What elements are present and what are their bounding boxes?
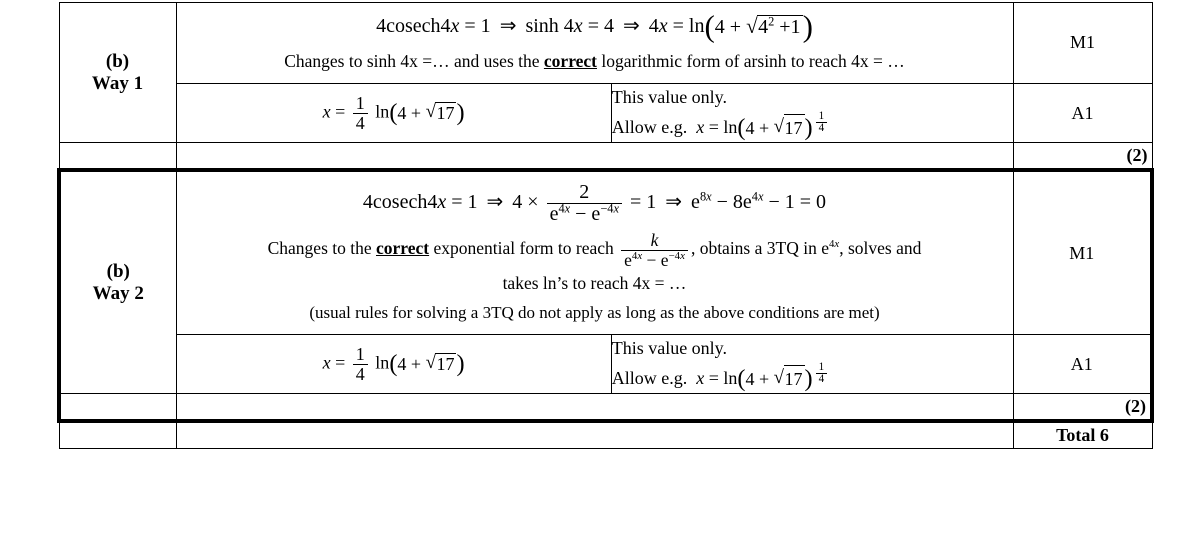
table-row-total — [59, 421, 1152, 449]
table-row — [59, 170, 1152, 334]
way1-mark-a1: A1 — [1013, 83, 1152, 143]
grand-total: Total 6 — [1013, 421, 1152, 449]
way1-desc-after: logarithmic form of arsinh to reach 4x = … — [597, 51, 905, 72]
way2-mark-m1: M1 — [1013, 170, 1152, 334]
way2-total-spacer-label — [59, 394, 176, 422]
way1-comment-line1: This value only. — [611, 86, 728, 107]
way2-desc-emphasis: correct — [376, 238, 430, 259]
way1-answer-cell — [176, 83, 1013, 143]
way1-row-total: (2) — [1013, 143, 1152, 171]
way2-equation: 4cosech4x = 1 ⇒ 4 × $\frac{2}{e^{4x} - e^{-4x}}$ = 1 ⇒ $e^{8x} - 8e^{4x} - 1 = 0$ — [362, 181, 827, 226]
row-label-way2 — [59, 170, 176, 394]
row-label-way1 — [59, 3, 176, 143]
way1-comment-cell — [611, 84, 1012, 143]
way2-desc-line3: (usual rules for solving a 3TQ do not apply as long as the above conditions are met) — [309, 302, 880, 322]
total-spacer-label — [59, 421, 176, 449]
way1-working-cell — [176, 3, 1013, 84]
way2-description: Changes to the correct exponential form to reach $\frac{k}{e^{4x} - e^{-4x}}$ , obtains a 3TQ in $e^{4x}$, solves and takes ln’s to reach 4x = … (usual rules for solving a 3TQ do not apply as long as the above conditions are met) — [181, 229, 1009, 331]
way1-equation: 4cosech4x = 1 ⇒ sinh 4x = 4 ⇒ 4x = ln(4 + √ $4^2 +1$) — [181, 5, 1009, 45]
way2-desc-line2: takes ln’s to reach 4x = … — [502, 273, 687, 294]
way2-working-cell — [176, 170, 1013, 334]
way1-description — [181, 45, 1009, 80]
way1-answer-math: x = $\frac{1}{4}$ ln(4 + √ 17) — [177, 84, 612, 143]
way-label-1: Way 1 — [91, 72, 144, 94]
table-row — [59, 83, 1152, 143]
way2-answer-split — [177, 335, 1013, 394]
way1-total-spacer-body — [176, 143, 1013, 171]
total-spacer-body — [176, 421, 1013, 449]
way2-row-total: (2) — [1013, 394, 1152, 422]
way2-comment-cell — [611, 335, 1012, 394]
way2-mark-a1: A1 — [1013, 334, 1152, 394]
way1-total-spacer-label — [59, 143, 176, 171]
mark-scheme-sheet — [0, 2, 1188, 544]
part-label-b-way2: (b) — [106, 261, 130, 283]
table-row — [59, 334, 1152, 394]
way1-desc-emphasis: correct — [543, 51, 598, 72]
way2-comment-prefix: Allow e.g. — [611, 367, 688, 388]
way2-desc-line1-before: Changes to the — [267, 238, 376, 259]
table-row — [59, 394, 1152, 422]
way1-mark-m1: M1 — [1013, 3, 1152, 84]
way2-answer-math: x = $\frac{1}{4}$ ln(4 + √ 17) — [177, 335, 612, 394]
way2-total-spacer-body — [176, 394, 1013, 422]
way2-answer-cell — [176, 334, 1013, 394]
way2-comment-line2: Allow e.g. x = ln(4 + √ 17) $^{\frac{1}{4}}$ — [612, 362, 1013, 394]
part-label-b: (b) — [105, 50, 130, 72]
way2-desc-line1-mid: exponential form to reach — [429, 238, 619, 259]
way1-comment-line2: Allow e.g. x = ln(4 + √ 17) $^{\frac{1}{4}}$ — [612, 111, 1013, 143]
way2-comment-line1: This value only. — [611, 337, 728, 358]
way-label-2: Way 2 — [92, 282, 144, 304]
way1-comment-prefix: Allow e.g. — [611, 116, 688, 137]
way1-desc-before: Changes to sinh 4x =… and uses the — [284, 51, 544, 72]
way1-answer-split — [177, 84, 1013, 143]
mark-scheme-table — [57, 2, 1154, 449]
table-row — [59, 143, 1152, 171]
table-row — [59, 3, 1152, 84]
